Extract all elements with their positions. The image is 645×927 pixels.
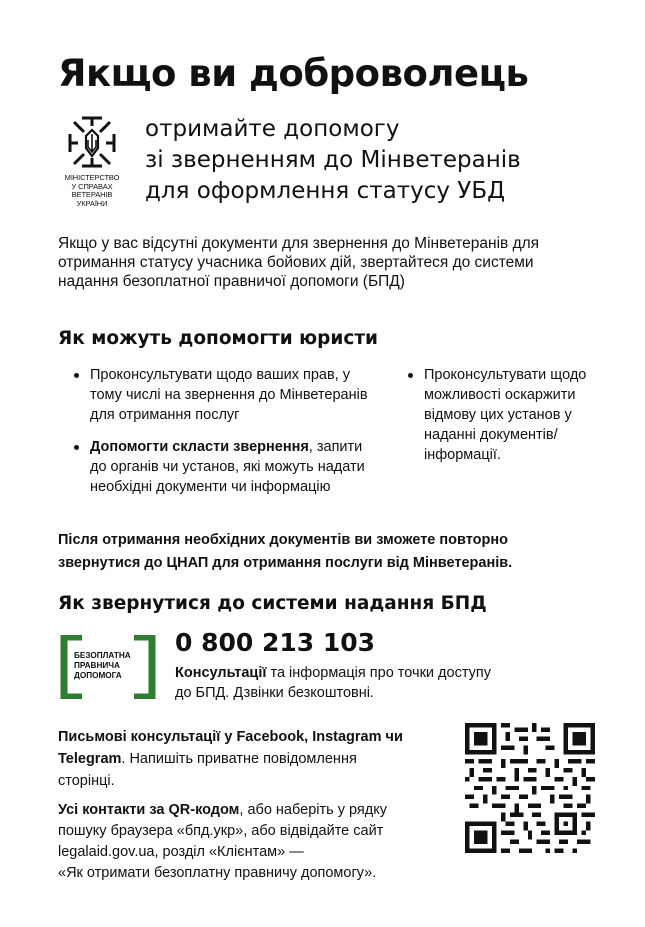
written-consultations-bold: Письмові консультації у Facebook, Instagram чи Telegram (58, 729, 403, 767)
contacts-info-text: , або наберіть у рядку пошуку браузера «бпд.укр», або відвідайте сайт legalaid.gov.ua, розділ «Клієнтам» — (58, 802, 387, 860)
after-documents-note: Після отримання необхідних документів ви зможете повторно звернутися до ЦНАП для отримання послуги від Мінветеранів. (58, 532, 513, 571)
bpd-logo-text: БЕЗОПЛАТНА ПРАВНИЧА ДОПОМОГА (74, 651, 131, 680)
headline (145, 114, 521, 207)
list-item (74, 437, 374, 497)
ministry-name-line: МІНІСТЕРСТВО (64, 173, 120, 182)
ministry-emblem-icon (64, 112, 120, 172)
help-list-left (74, 365, 374, 497)
contacts-info-bold: Усі контакти за QR-кодом (58, 802, 240, 818)
headline-line: зі зверненням до Мінветеранів (145, 147, 521, 173)
headline-line: отримайте допомогу (145, 116, 400, 142)
list-item-text: Проконсультувати щодо можливості оскаржити відмову цих установ у наданні документів/інформації. (424, 367, 587, 463)
intro-paragraph: Якщо у вас відсутні документи для звернення до Мінветеранів для отримання статусу учасника бойових дій, звертайтеся до системи надання безоплатної правничої допомоги (БПД) (58, 235, 540, 290)
qr-code-icon[interactable] (465, 723, 595, 853)
bpd-logo (60, 635, 156, 699)
headline-line: для оформлення статусу УБД (145, 178, 506, 204)
contacts-info-link-text: «Як отримати безоплатну правничу допомогу». (58, 865, 377, 881)
ministry-logo (58, 112, 126, 208)
ministry-name-line: УКРАЇНИ (76, 198, 108, 208)
list-item-text: Проконсультувати щодо ваших прав, у тому числі на звернення до Мінветеранів для отримання послуг (90, 367, 368, 423)
list-item-bold: Допомогти скласти звернення (90, 439, 309, 455)
help-list-right (408, 365, 588, 465)
ministry-name-line: У СПРАВАХ (71, 181, 113, 191)
ministry-name (58, 174, 126, 208)
ministry-name-line: ВЕТЕРАНІВ (71, 190, 113, 199)
phone-description-text: та інформація про точки доступу до БПД. Дзвінки безкоштовні. (175, 665, 491, 701)
contacts-info (58, 800, 438, 884)
phone-description-bold: Консультації (175, 665, 267, 681)
list-item (74, 365, 374, 425)
lawyers-help-title: Як можуть допомогти юристи (58, 328, 379, 349)
page-title: Якщо ви доброволець (58, 52, 529, 95)
contact-section-title: Як звернутися до системи надання БПД (58, 593, 487, 614)
hotline-phone[interactable]: 0 800 213 103 (175, 628, 376, 657)
written-consultations-text: . Напишіть приватне повідомлення сторінці. (58, 751, 357, 789)
list-item-text: , запити до органів чи установ, які можуть надати необхідні документи чи інформацію (90, 439, 365, 495)
list-item (408, 365, 588, 465)
written-consultations (58, 726, 408, 792)
phone-description (175, 663, 495, 703)
